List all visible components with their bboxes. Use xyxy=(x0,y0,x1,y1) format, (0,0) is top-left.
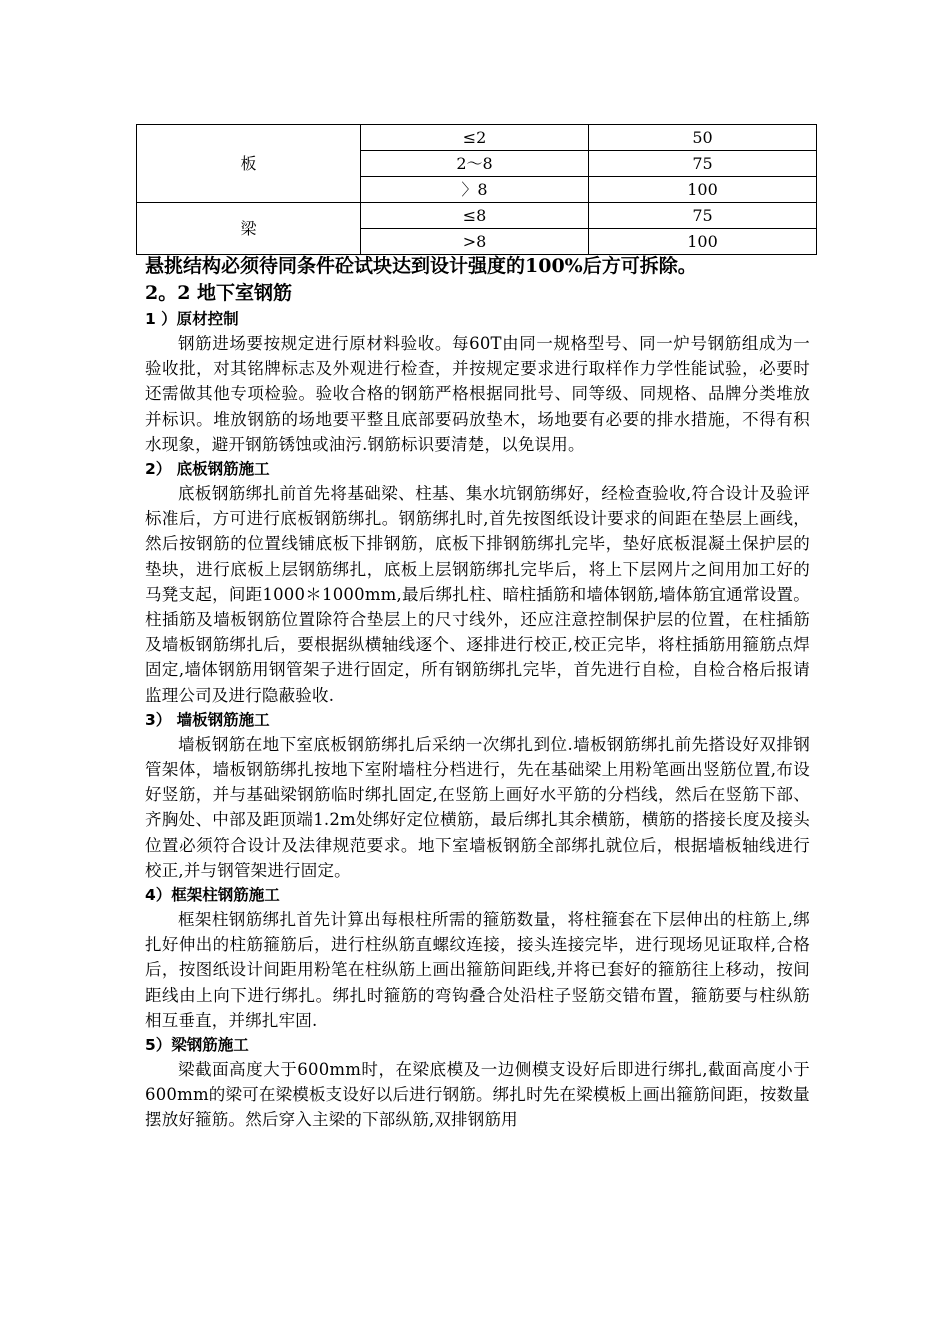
table-row xyxy=(137,125,817,151)
subsection-heading: 3） 墙板钢筋施工 xyxy=(145,710,270,729)
percent-cell: 50 xyxy=(589,125,817,151)
subsection-heading: 2） 底板钢筋施工 xyxy=(145,460,270,479)
cantilever-note: 悬挑结构必须待同条件砼试块达到设计强度的100%后方可拆除。 xyxy=(145,255,697,277)
subsection-body: 墙板钢筋在地下室底板钢筋绑扎后采纳一次绑扎到位.墙板钢筋绑扎前先搭设好双排钢管架体，墙板钢筋绑扎按地下室附墙柱分档进行，先在基础梁上用粉笔画出竖筋位置,布设好竖筋，并与基础梁钢筋临时绑扎固定,在竖筋上画好水平筋的分档线，然后在竖筋下部、齐胸处、中部及距顶端1.2m处绑好定位横筋，最后绑扎其余横筋，横筋的搭接长度及接头位置必须符合设计及法律规范要求。地下室墙板钢筋全部绑扎就位后，根据墙板轴线进行校正,并与钢管架进行固定。 xyxy=(145,734,810,880)
document-body xyxy=(145,253,810,1133)
member-cell: 板 xyxy=(137,125,361,203)
subsection-body: 框架柱钢筋绑扎首先计算出每根柱所需的箍筋数量，将柱箍套在下层伸出的柱筋上,绑扎好伸出的柱筋箍筋后，进行柱纵筋直螺纹连接，接头连接完毕，进行现场见证取样,合格后，按图纸设计间距用粉笔在柱纵筋上画出箍筋间距线,并将已套好的箍筋往上移动，按间距线由上向下进行绑扎。绑扎时箍筋的弯钩叠合处沿柱子竖筋交错布置，箍筋要与柱纵筋相互垂直，并绑扎牢固. xyxy=(145,910,810,1030)
table-row xyxy=(137,203,817,229)
subsection-body: 钢筋进场要按规定进行原材料验收。每60T由同一规格型号、同一炉号钢筋组成为一验收批，对其铭牌标志及外观进行检查，并按规定要求进行取样作力学性能试验，必要时还需做其他专项检验。验收合格的钢筋严格根据同批号、同等级、同规格、品牌分类堆放并标识。堆放钢筋的场地要平整且底部要码放垫木，场地要有必要的排水措施，不得有积水现象，避开钢筋锈蚀或油污.钢筋标识要清楚，以免误用。 xyxy=(145,334,810,454)
subsection-heading: 4）框架柱钢筋施工 xyxy=(145,886,280,905)
span-cell: 〉8 xyxy=(361,177,589,203)
span-cell: 2～8 xyxy=(361,151,589,177)
percent-cell: 100 xyxy=(589,177,817,203)
span-cell: >8 xyxy=(361,229,589,255)
percent-cell: 75 xyxy=(589,151,817,177)
percent-cell: 75 xyxy=(589,203,817,229)
section-title: 2。2 地下室钢筋 xyxy=(145,282,293,304)
subsection-body: 底板钢筋绑扎前首先将基础梁、柱基、集水坑钢筋绑好，经检查验收,符合设计及验评标准后，方可进行底板钢筋绑扎。钢筋绑扎时,首先按图纸设计要求的间距在垫层上画线，然后按钢筋的位置线铺底板下排钢筋，底板下排钢筋绑扎完毕，垫好底板混凝土保护层的垫块，进行底板上层钢筋绑扎，底板上层钢筋绑扎完毕后，将上下层网片之间用加工好的马凳支起，间距1000＊1000mm,最后绑扎柱、暗柱插筋和墙体钢筋,墙体筋宜通常设置。柱插筋及墙板钢筋位置除符合垫层上的尺寸线外，还应注意控制保护层的位置，在柱插筋及墙板钢筋绑扎后，要根据纵横轴线逐个、逐排进行校正,校正完毕，将柱插筋用箍筋点焊固定,墙体钢筋用钢管架子进行固定，所有钢筋绑扎完毕，首先进行自检，自检合格后报请监理公司及进行隐蔽验收. xyxy=(145,484,810,705)
member-cell: 梁 xyxy=(137,203,361,255)
subsection-heading: 1 ）原材控制 xyxy=(145,310,239,328)
subsection-heading: 5）梁钢筋施工 xyxy=(145,1036,249,1055)
formwork-removal-table xyxy=(136,124,817,255)
span-cell: ≤2 xyxy=(361,125,589,151)
subsection-body: 梁截面高度大于600mm时，在梁底模及一边侧模支设好后即进行绑扎,截面高度小于600mm的梁可在梁模板支设好以后进行钢筋。绑扎时先在梁模板上画出箍筋间距，按数量摆放好箍筋。然后穿入主梁的下部纵筋,双排钢筋用 xyxy=(145,1060,810,1130)
percent-cell: 100 xyxy=(589,229,817,255)
span-cell: ≤8 xyxy=(361,203,589,229)
